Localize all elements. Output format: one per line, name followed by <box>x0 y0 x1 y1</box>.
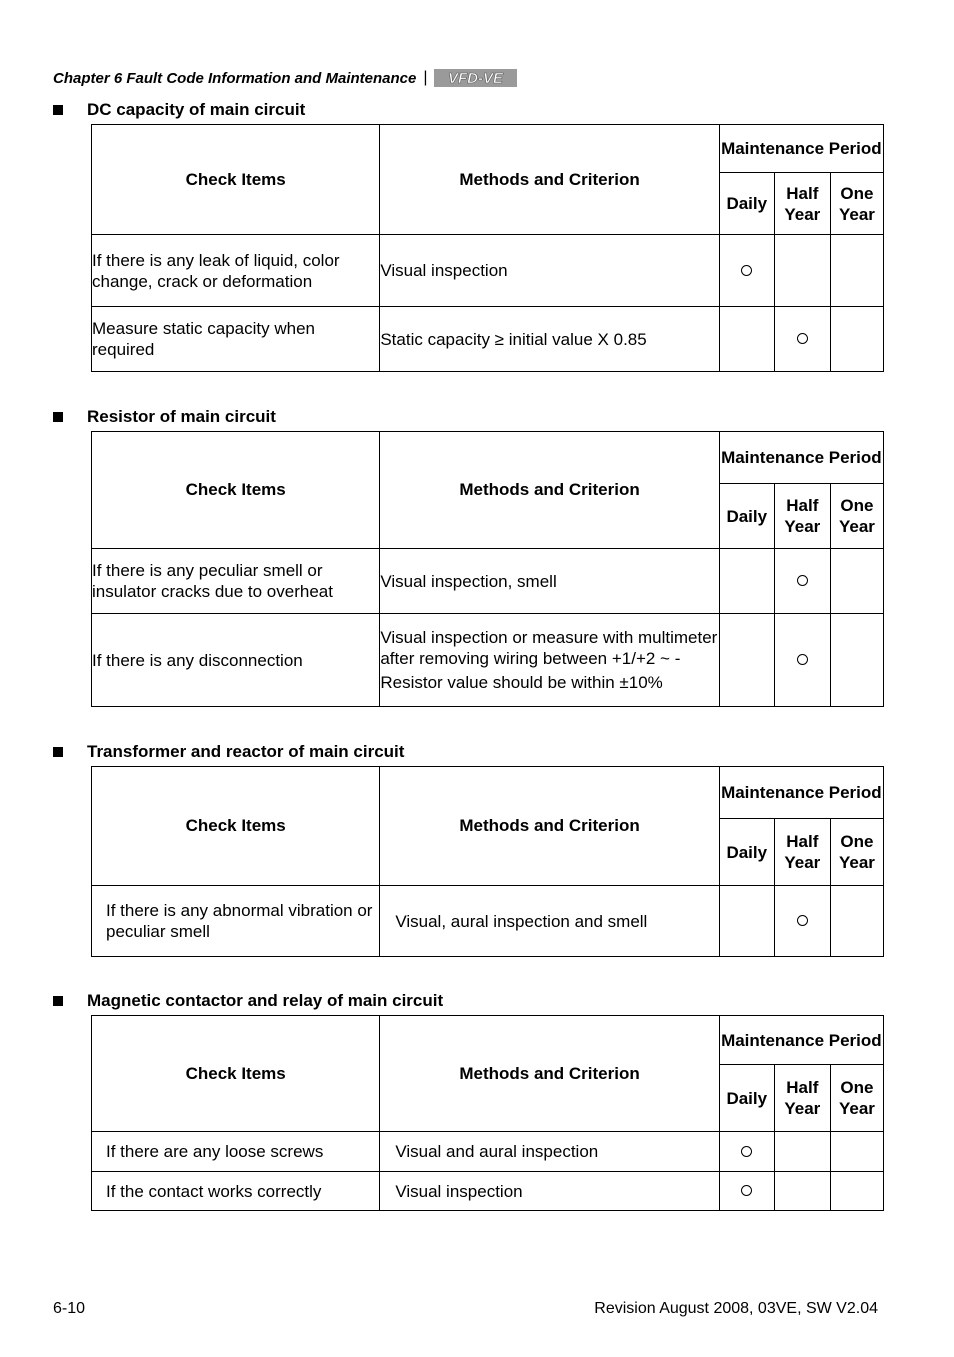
one-year-header: One Year <box>830 484 883 549</box>
section-title-text: Transformer and reactor of main circuit <box>87 742 405 761</box>
method-cell: Visual inspection <box>380 235 719 307</box>
method-cell: Visual and aural inspection <box>380 1132 719 1172</box>
half-year-header: Half Year <box>774 1065 830 1132</box>
section-title-resistor <box>53 406 276 428</box>
maintenance-period-header: Maintenance Period <box>719 1016 883 1065</box>
daily-cell <box>719 235 774 307</box>
square-bullet-icon <box>53 747 63 757</box>
check-item-cell: If there are any loose screws <box>92 1132 380 1172</box>
circle-mark-icon <box>797 575 808 586</box>
check-item-cell: If there is any leak of liquid, color change, crack or deformation <box>92 235 380 307</box>
check-item-cell: If the contact works correctly <box>92 1172 380 1211</box>
daily-header: Daily <box>719 819 774 886</box>
one-year-cell <box>830 1132 883 1172</box>
magnetic-contactor-table <box>91 1015 884 1211</box>
circle-mark-icon <box>741 1185 752 1196</box>
check-item-cell: If there is any peculiar smell or insulator cracks due to overheat <box>92 549 380 614</box>
one-year-cell <box>830 1172 883 1211</box>
daily-cell <box>719 1172 774 1211</box>
table-row <box>92 549 884 614</box>
check-items-header: Check Items <box>92 1016 380 1132</box>
half-year-cell <box>774 549 830 614</box>
methods-header: Methods and Criterion <box>380 1016 719 1132</box>
daily-cell <box>719 307 774 372</box>
daily-header: Daily <box>719 1065 774 1132</box>
maintenance-period-header: Maintenance Period <box>719 767 883 819</box>
half-year-header: Half Year <box>774 484 830 549</box>
daily-cell <box>719 614 774 707</box>
circle-mark-icon <box>741 265 752 276</box>
one-year-cell <box>830 886 883 957</box>
section-title-text: Magnetic contactor and relay of main circuit <box>87 991 444 1010</box>
table-row <box>92 614 884 707</box>
daily-header: Daily <box>719 173 774 235</box>
square-bullet-icon <box>53 996 63 1006</box>
one-year-cell <box>830 307 883 372</box>
page-header <box>53 67 517 89</box>
methods-header: Methods and Criterion <box>380 125 719 235</box>
table-row <box>92 1172 884 1211</box>
section-title-text: Resistor of main circuit <box>87 407 276 426</box>
daily-header: Daily <box>719 484 774 549</box>
revision-text: Revision August 2008, 03VE, SW V2.04 <box>594 1300 878 1317</box>
half-year-cell <box>774 614 830 707</box>
method-extra-text: Resistor value should be within ±10% <box>380 673 663 692</box>
section-title-dc-capacity <box>53 99 305 121</box>
one-year-header: One Year <box>830 173 883 235</box>
resistor-table <box>91 431 884 707</box>
half-year-cell <box>774 307 830 372</box>
one-year-cell <box>830 614 883 707</box>
section-title-text: DC capacity of main circuit <box>87 100 306 119</box>
vfd-ve-logo <box>434 69 517 87</box>
chapter-title: Chapter 6 Fault Code Information and Maintenance <box>53 69 417 87</box>
circle-mark-icon <box>741 1146 752 1157</box>
table-row <box>92 307 884 372</box>
section-title-transformer <box>53 741 404 763</box>
half-year-cell <box>774 1172 830 1211</box>
half-year-cell <box>774 1132 830 1172</box>
check-items-header: Check Items <box>92 767 380 886</box>
dc-capacity-table <box>91 124 884 372</box>
methods-header: Methods and Criterion <box>380 767 719 886</box>
method-cell: Static capacity ≥ initial value X 0.85 <box>380 307 719 372</box>
maintenance-period-header: Maintenance Period <box>719 125 883 173</box>
daily-cell <box>719 549 774 614</box>
section-title-magnetic-contactor <box>53 990 443 1012</box>
header-separator: | <box>423 69 428 86</box>
method-text: Visual inspection or measure with multimeter after removing wiring between +1/+2 ~ - <box>380 628 718 668</box>
method-cell: Visual inspection, smell <box>380 549 719 614</box>
method-cell: Visual, aural inspection and smell <box>380 886 719 957</box>
half-year-header: Half Year <box>774 173 830 235</box>
check-item-cell: If there is any abnormal vibration or peculiar smell <box>92 886 380 957</box>
page-number: 6-10 <box>53 1300 86 1317</box>
half-year-cell <box>774 886 830 957</box>
one-year-cell <box>830 549 883 614</box>
one-year-cell <box>830 235 883 307</box>
one-year-header: One Year <box>830 819 883 886</box>
half-year-cell <box>774 235 830 307</box>
method-cell <box>380 614 719 707</box>
circle-mark-icon <box>797 333 808 344</box>
check-item-cell: Measure static capacity when required <box>92 307 380 372</box>
check-items-header: Check Items <box>92 432 380 549</box>
transformer-table <box>91 766 884 957</box>
square-bullet-icon <box>53 105 63 115</box>
method-cell: Visual inspection <box>380 1172 719 1211</box>
check-items-header: Check Items <box>92 125 380 235</box>
maintenance-period-header: Maintenance Period <box>719 432 883 484</box>
methods-header: Methods and Criterion <box>380 432 719 549</box>
circle-mark-icon <box>797 654 808 665</box>
half-year-header: Half Year <box>774 819 830 886</box>
table-row <box>92 235 884 307</box>
circle-mark-icon <box>797 915 808 926</box>
daily-cell <box>719 886 774 957</box>
one-year-header: One Year <box>830 1065 883 1132</box>
logo-text: VFD-VE <box>447 70 503 87</box>
square-bullet-icon <box>53 412 63 422</box>
table-row <box>92 886 884 957</box>
daily-cell <box>719 1132 774 1172</box>
check-item-cell: If there is any disconnection <box>92 614 380 707</box>
table-row <box>92 1132 884 1172</box>
